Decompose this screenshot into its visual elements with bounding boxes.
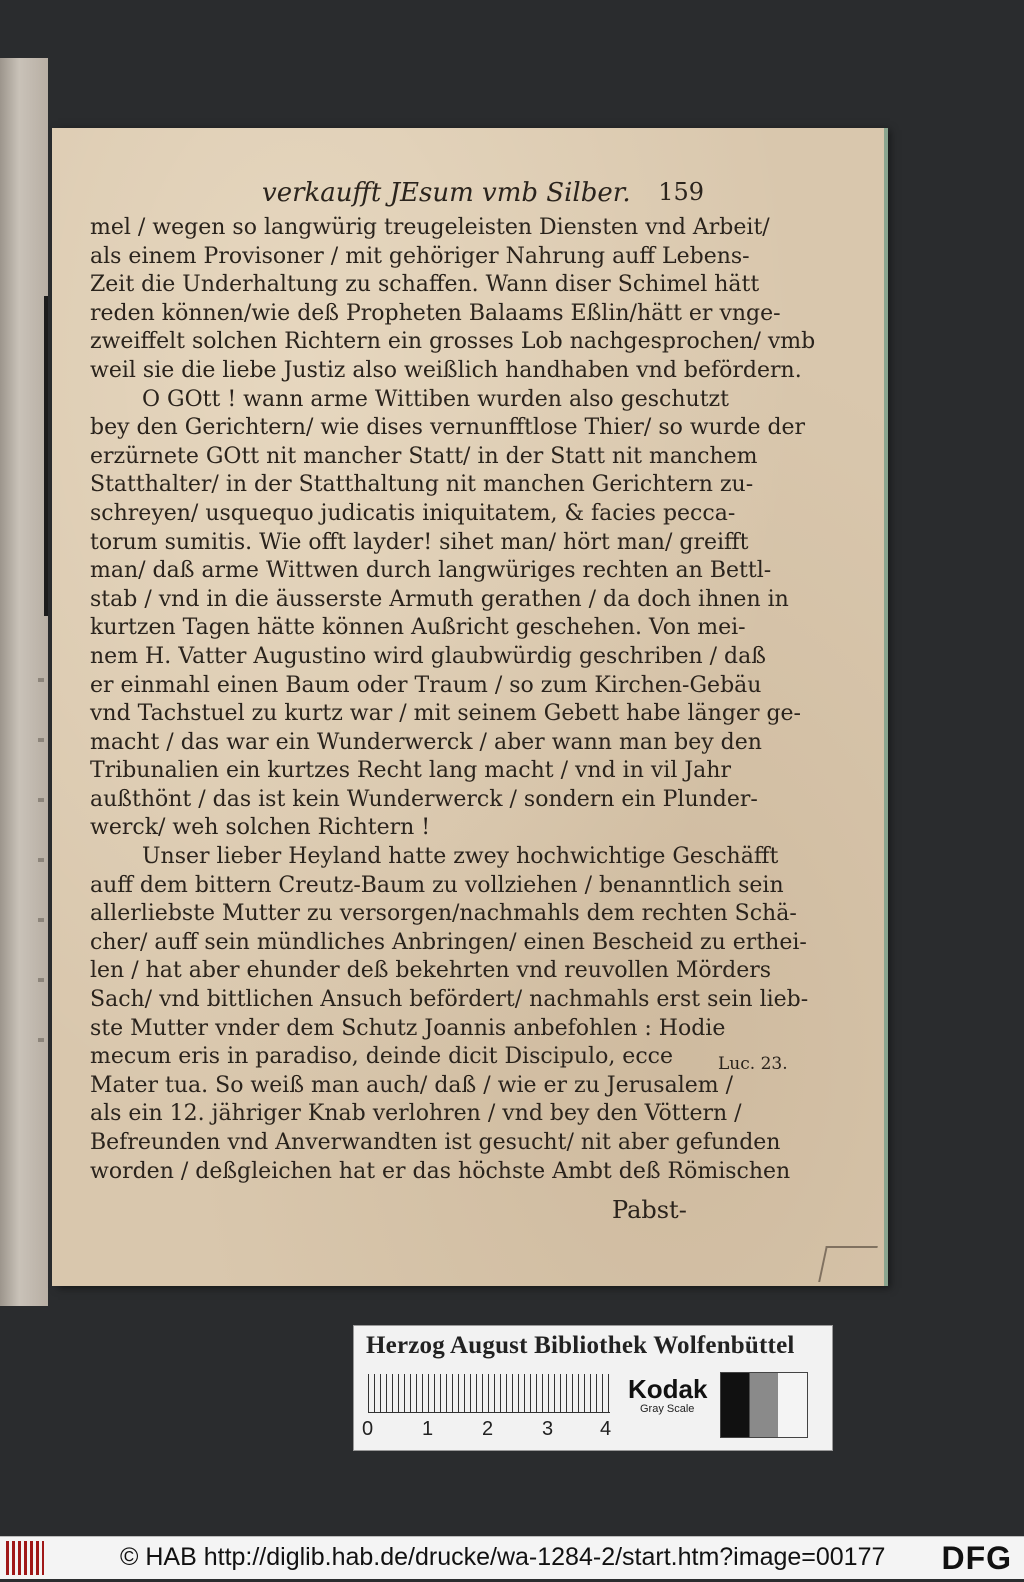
text-line: O GOtt ! wann arme Wittiben wurden also geschutzt xyxy=(142,386,729,412)
text-line: erzürnete GOtt nit mancher Statt/ in der Statt nit manchem xyxy=(90,443,758,469)
text-line: Unser lieber Heyland hatte zwey hochwichtige Geschäfft xyxy=(142,844,779,870)
kodak-label xyxy=(628,1374,707,1415)
kodak-brand: Kodak xyxy=(628,1374,708,1404)
text-line: auff dem bittern Creutz-Baum zu vollziehen / benanntlich sein xyxy=(90,872,784,898)
running-title: verkaufft JEsum vmb Silber. xyxy=(262,178,631,208)
text-line: cher/ auff sein mündliches Anbringen/ einen Bescheid zu erthei- xyxy=(90,929,807,955)
text-line: allerliebste Mutter zu versorgen/nachmahls dem rechten Schä- xyxy=(90,901,797,927)
text-line: ste Mutter vnder dem Schutz Joannis anbefohlen : Hodie xyxy=(90,1015,726,1041)
kodak-sub: Gray Scale xyxy=(640,1403,695,1415)
text-line: stab / vnd in die äusserste Armuth gerathen / da doch ihnen in xyxy=(90,586,789,612)
text-line: Sach/ vnd bittlichen Ansuch befördert/ nachmahls erst sein lieb- xyxy=(90,987,809,1013)
text-line: werck/ weh solchen Richtern ! xyxy=(90,815,431,841)
text-line: mecum eris in paradiso, deinde dicit Discipulo, ecce xyxy=(90,1044,673,1070)
left-page-marks xyxy=(38,678,44,1078)
text-line: bey den Gerichtern/ wie dises vernunfftlose Thier/ so wurde der xyxy=(90,415,806,441)
text-line: weil sie die liebe Justiz also weißlich handhaben vnd befördern. xyxy=(90,357,802,383)
text-line: Tribunalien ein kurtzes Recht lang macht / vnd in vil Jahr xyxy=(90,758,731,784)
text-line: torum sumitis. Wie offt layder! sihet man/ hört man/ greifft xyxy=(90,529,749,555)
color-calibration-bar xyxy=(354,1326,832,1450)
text-line: außthönt / das ist kein Wunderwerck / sondern ein Plunder- xyxy=(90,786,758,812)
text-line: macht / das war ein Wunderwerck / aber wann man bey den xyxy=(90,729,762,755)
book-page xyxy=(52,128,884,1286)
ruler-label: 0 xyxy=(362,1418,374,1440)
text-line: nem H. Vatter Augustino wird glaubwürdig geschriben / daß xyxy=(90,643,766,669)
ruler-label: 1 xyxy=(422,1418,434,1440)
text-line: worden / deßgleichen hat er das höchste Ambt deß Römischen xyxy=(90,1158,791,1184)
ruler-label: 4 xyxy=(600,1418,612,1440)
footer-credit-link[interactable]: © HAB http://diglib.hab.de/drucke/wa-1284-2/start.htm?image=00177 xyxy=(120,1543,886,1571)
running-head xyxy=(52,178,884,212)
footer-bar xyxy=(0,1536,1024,1579)
text-line: Statthalter/ in der Statthaltung nit manchen Gerichtern zu- xyxy=(90,472,754,498)
ruler-label: 2 xyxy=(482,1418,494,1440)
margin-rule xyxy=(44,296,48,616)
text-line: schreyen/ usquequo judicatis iniquitatem, & facies pecca- xyxy=(90,500,736,526)
text-line: vnd Tachstuel zu kurtz war / mit seinem Gebett habe länger ge- xyxy=(90,701,801,727)
corner-mark xyxy=(818,1246,878,1282)
text-line: len / hat aber ehunder deß bekehrten vnd reuvollen Mörders xyxy=(90,958,772,984)
text-line: mel / wegen so langwürig treugeleisten Diensten vnd Arbeit/ xyxy=(90,215,770,240)
text-line: Befreunden vnd Anverwandten ist gesucht/ nit aber gefunden xyxy=(90,1130,781,1155)
margin-note: Luc. 23. xyxy=(718,1054,788,1074)
gray-scale-patch xyxy=(720,1372,808,1438)
page-number: 159 xyxy=(658,178,704,206)
left-page-edge xyxy=(0,58,48,1306)
text-line: er einmahl einen Baum oder Traum / so zum Kirchen-Gebäu xyxy=(90,672,762,698)
barcode-icon xyxy=(6,1541,44,1575)
dfg-logo: DFG xyxy=(941,1540,1012,1576)
text-line: als einem Provisoner / mit gehöriger Nahrung auff Lebens- xyxy=(90,243,750,269)
text-line: Mater tua. So weiß man auch/ daß / wie er zu Jerusalem / xyxy=(90,1072,734,1098)
library-name: Herzog August Bibliothek Wolfenbüttel xyxy=(366,1332,795,1359)
text-line: kurtzen Tagen hätte können Außricht geschehen. Von mei- xyxy=(90,615,746,641)
text-line: als ein 12. jähriger Knab verlohren / vnd bey den Vöttern / xyxy=(90,1101,742,1127)
ruler-scale xyxy=(368,1374,610,1413)
ruler-label: 3 xyxy=(542,1418,554,1440)
text-line: zweiffelt solchen Richtern ein grosses Lob nachgesprochen/ vmb xyxy=(90,329,816,355)
text-line: man/ daß arme Wittwen durch langwüriges rechten an Bettl- xyxy=(90,558,772,584)
text-line: reden können/wie deß Propheten Balaams Eßlin/hätt er vnge- xyxy=(90,300,781,326)
text-line: Zeit die Underhaltung zu schaffen. Wann diser Schimel hätt xyxy=(90,272,760,298)
catchword: Pabst- xyxy=(612,1196,687,1224)
